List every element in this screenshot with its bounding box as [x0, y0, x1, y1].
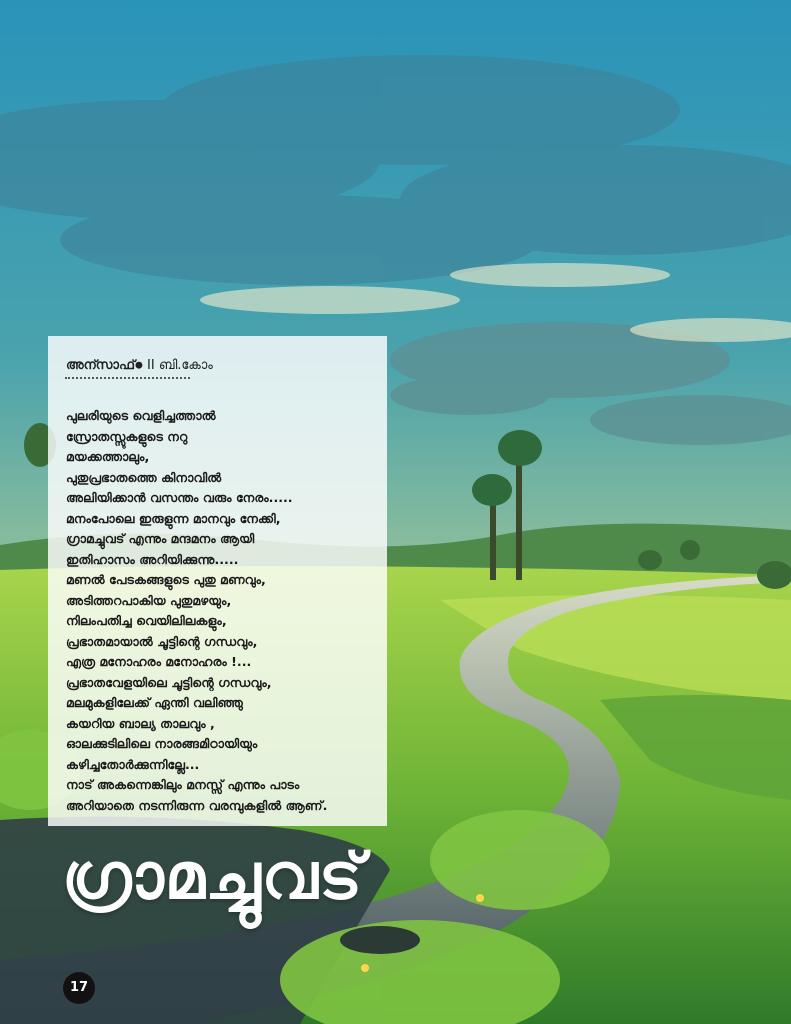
poem-line: മയക്കത്താലും, — [66, 449, 150, 464]
poem-line: കയറിയ ബാല്യ താലവും , — [66, 715, 215, 731]
page-number-badge: 17 — [63, 972, 95, 1004]
poem-panel — [48, 336, 387, 826]
byline-separator: II — [147, 358, 155, 373]
poem-line: എത്ര മനോഹരം മനോഹരം !... — [66, 654, 252, 669]
poem-line: നാട് അകന്നെങ്കിലും മനസ്സ് എന്നും പാടം — [66, 777, 300, 792]
poem-line: ഗ്രാമച്ചുവട് എന്നും മന്ദമനം ആയി — [66, 531, 255, 546]
poem-line: പ്രഭാതവേളയിലെ ചൂട്ടിന്റെ ഗന്ധവും, — [66, 674, 272, 690]
poem-line: കഴിച്ചതോർക്കുന്നില്ലേ... — [66, 756, 200, 772]
poem-line: പ്രഭാതമായാൽ ചൂട്ടിന്റെ ഗന്ധവും, — [66, 633, 258, 649]
poem-line: മനംപോലെ ഇരുളുന്ന മാനവും നേക്കി, — [66, 510, 281, 526]
poem-line: അടിത്തറപാകിയ പുതുമഴയും, — [66, 592, 232, 608]
poem-line: പുലരിയുടെ വെളിച്ചത്താൽ — [66, 408, 216, 423]
poem-line: അലിയിക്കാൻ വസന്തം വരും നേരം..... — [66, 490, 293, 505]
poem-line: സ്രോതസ്സുകളുടെ നറു — [66, 428, 188, 444]
poem-line: ഓലക്കുടിലിലെ നാരങ്ങമിഠായിയും — [66, 736, 258, 751]
dotted-divider — [65, 377, 190, 379]
author-course: ബി.കോം — [158, 358, 213, 373]
poem-line: അറിയാതെ നടന്നിരുന്ന വരമ്പുകളിൽ ആണ്. — [66, 797, 328, 813]
bullet-icon: ● — [135, 360, 143, 371]
poem-line: മലമുകളിലേക്ക് ഏന്തി വലിഞ്ഞു — [66, 695, 243, 710]
author-name: അന്സാഫ് — [66, 358, 136, 373]
poem-line: നിലംപതിച്ച വെയിലിലകളും, — [66, 613, 227, 628]
poem-title: ഗ്രാമച്ചുവട് — [62, 840, 364, 914]
poem-line: പുതുപ്രഭാതത്തെ കിനാവിൽ — [66, 469, 222, 485]
poem-text — [66, 406, 327, 816]
poem-line: മണൽ പേടകങ്ങളുടെ പുതു മണവും, — [66, 572, 266, 587]
poem-line: ഇതിഹാസം അറിയിക്കുന്നു..... — [66, 551, 239, 567]
byline — [66, 358, 213, 373]
